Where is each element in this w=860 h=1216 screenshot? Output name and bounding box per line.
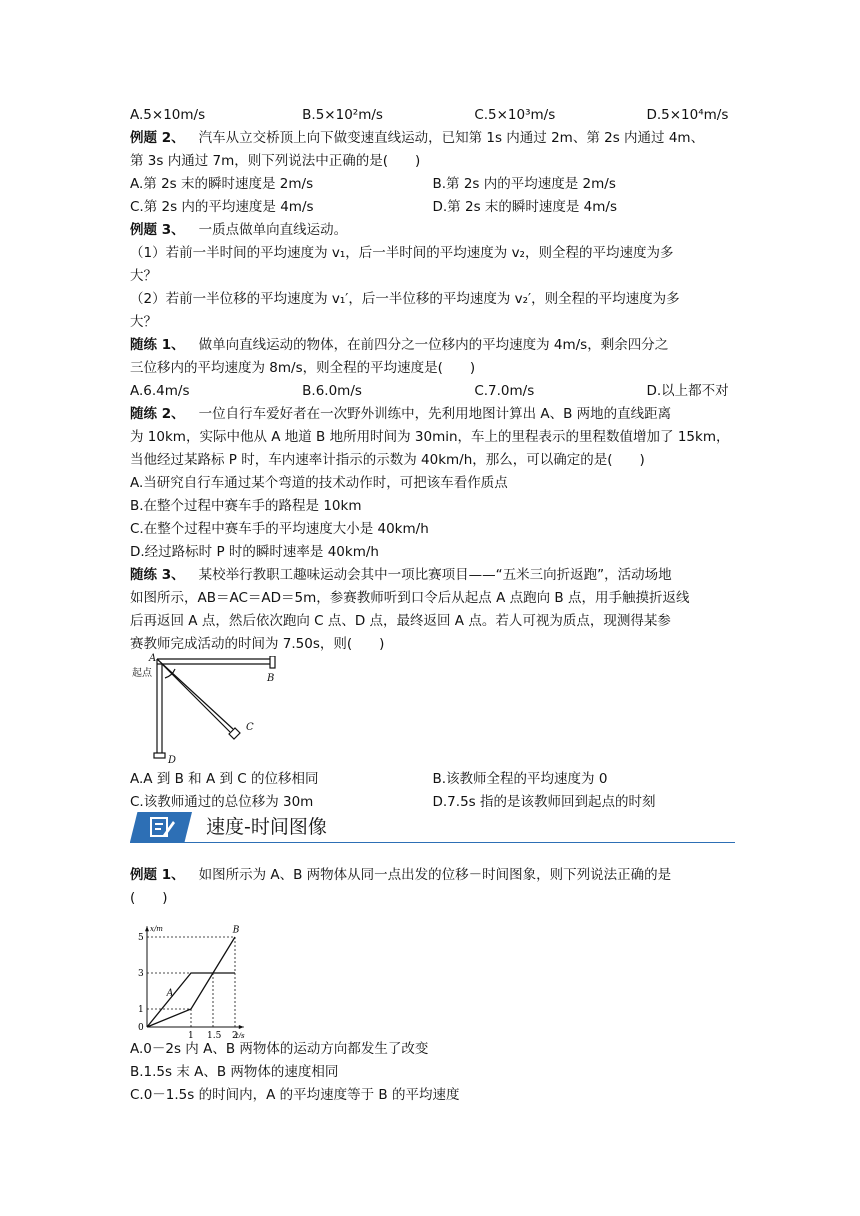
option-a[interactable]: A.5×10m/s [130,107,206,123]
practice-2-line-2: 为 10km，实际中他从 A 地道 B 地所用时间为 30min，车上的里程表示的里程数值增加了 15km， [130,429,730,445]
practice-2-line-1: 一位自行车爱好者在一次野外训练中，先利用地图计算出 A、B 两地的直线距离 [198,406,672,422]
practice-2-stem [130,403,735,426]
option-d[interactable]: D.第 2s 末的瞬时速度是 4m/s [432,199,618,215]
practice-1-line-1: 做单向直线运动的物体，在前四分之一位移内的平均速度为 4m/s，剩余四分之 [198,337,669,353]
y-tick-label: 1 [138,1005,144,1015]
vt-option-a[interactable]: A.0－2s 内 A、B 两物体的运动方向都发生了改变 [130,1041,429,1057]
x-tick-label: 0 [138,1023,144,1033]
xt-chart [130,910,735,1038]
vt-example-1-line-2: ( ) [130,890,168,906]
point-c-label: C [246,722,254,733]
start-label: 起点 [132,668,152,679]
vt-example-1-label: 例题 1、 [130,867,185,883]
practice-2-option-c[interactable]: C.在整个过程中赛车手的平均速度大小是 40km/h [130,521,429,537]
option-b[interactable]: B.5×10²m/s [302,107,383,123]
option-b[interactable]: B.该教师全程的平均速度为 0 [432,771,608,787]
option-c[interactable]: C.5×10³m/s [474,107,556,123]
series-label-a: A [166,988,174,999]
practice-1-stem [130,334,735,357]
practice-1-label: 随练 1、 [130,337,185,353]
example-1-options [130,104,735,127]
practice-3-label: 随练 3、 [130,567,185,583]
practice-3-line-1: 某校举行教职工趣味运动会其中一项比赛项目——“五米三向折返跑”，活动场地 [198,567,672,583]
field-diagram-svg [130,656,290,768]
practice-1-options [130,380,735,403]
example-2-options-row-2 [130,196,735,219]
practice-2-option-b[interactable]: B.在整个过程中赛车手的路程是 10km [130,498,362,514]
point-b-label: B [267,673,275,684]
option-c[interactable]: C.7.0m/s [474,383,535,399]
option-d[interactable]: D.以上都不对 [646,383,729,399]
practice-2-option-a[interactable]: A.当研究自行车通过某个弯道的技术动作时，可把该车看作质点 [130,475,508,491]
section-title: 速度-时间图像 [206,816,327,838]
example-3-line-2: （1）若前一半时间的平均速度为 v₁，后一半时间的平均速度为 v₂，则全程的平均速度为多 [130,245,674,261]
option-c[interactable]: C.该教师通过的总位移为 30m [130,794,314,810]
x-tick-label: 1.5 [207,1031,222,1038]
option-a[interactable]: A.6.4m/s [130,383,190,399]
example-3-line-5: 大？ [130,314,157,330]
example-2-stem [130,127,735,150]
example-3-label: 例题 3、 [130,222,185,238]
point-a-label: A [149,653,157,664]
upper-content [130,104,735,814]
example-3-line-1: 一质点做单向直线运动。 [198,222,348,238]
practice-3-line-4: 赛教师完成活动的时间为 7.50s，则( ) [130,636,385,652]
example-3-line-3: 大？ [130,268,157,284]
example-2-line-2: 第 3s 内通过 7m，则下列说法中正确的是( ) [130,153,421,169]
series-label-b: B [232,925,240,936]
vt-option-c[interactable]: C.0－1.5s 的时间内，A 的平均速度等于 B 的平均速度 [130,1087,460,1103]
option-d[interactable]: D.7.5s 指的是该教师回到起点的时刻 [432,794,656,810]
example-2-options-row-1 [130,173,735,196]
example-3-stem [130,219,735,242]
practice-3-options-row-1 [130,768,735,791]
section-underline [130,842,735,843]
practice-2-line-3: 当他经过某路标 P 时，车内速率计指示的示数为 40km/h，那么，可以确定的是( ) [130,452,645,468]
option-d[interactable]: D.5×10⁴m/s [646,107,729,123]
option-a[interactable]: A.第 2s 末的瞬时速度是 2m/s [130,176,314,192]
vt-example-1-stem [130,864,735,887]
point-d-label: D [168,755,177,766]
vt-example-1-line-1: 如图所示为 A、B 两物体从同一点出发的位移－时间图象，则下列说法正确的是 [198,867,672,883]
practice-3-line-3: 后再返回 A 点，然后依次跑向 C 点、D 点，最终返回 A 点。若人可视为质点，现测得某参 [130,613,671,629]
y-axis-label: x/m [150,925,163,934]
xt-chart-svg [130,910,270,1038]
example-2-label: 例题 2、 [130,130,185,146]
field-diagram [130,653,735,768]
x-tick-label: 2 [232,1031,238,1038]
example-2-line-1: 汽车从立交桥顶上向下做变速直线运动，已知第 1s 内通过 2m、第 2s 内通过 4m、 [198,130,705,146]
option-b[interactable]: B.第 2s 内的平均速度是 2m/s [432,176,616,192]
practice-3-line-2: 如图所示，AB＝AC＝AD＝5m，参赛教师听到口令后从起点 A 点跑向 B 点，用手触摸折返线 [130,590,690,606]
y-tick-label: 3 [138,969,144,979]
option-c[interactable]: C.第 2s 内的平均速度是 4m/s [130,199,314,215]
practice-2-label: 随练 2、 [130,406,185,422]
edit-note-icon [147,815,177,839]
x-axis-label: t/s [235,1032,245,1038]
practice-3-stem [130,564,735,587]
y-tick-label: 5 [138,933,144,943]
practice-1-line-2: 三位移内的平均速度为 8m/s，则全程的平均速度是( ) [130,360,476,376]
practice-2-option-d[interactable]: D.经过路标时 P 时的瞬时速率是 40km/h [130,544,379,560]
x-tick-label: 1 [188,1031,194,1038]
option-a[interactable]: A.A 到 B 和 A 到 C 的位移相同 [130,771,319,787]
option-b[interactable]: B.6.0m/s [302,383,362,399]
y-axis-arrow [145,926,149,931]
lower-content [130,864,735,1107]
example-3-line-4: （2）若前一半位移的平均速度为 v₁′，后一半位移的平均速度为 v₂′，则全程的平均速度为多 [130,291,680,307]
x-axis-arrow [239,1025,244,1029]
section-header [130,812,735,846]
vt-option-b[interactable]: B.1.5s 末 A、B 两物体的速度相同 [130,1064,339,1080]
practice-3-options-row-2 [130,791,735,814]
